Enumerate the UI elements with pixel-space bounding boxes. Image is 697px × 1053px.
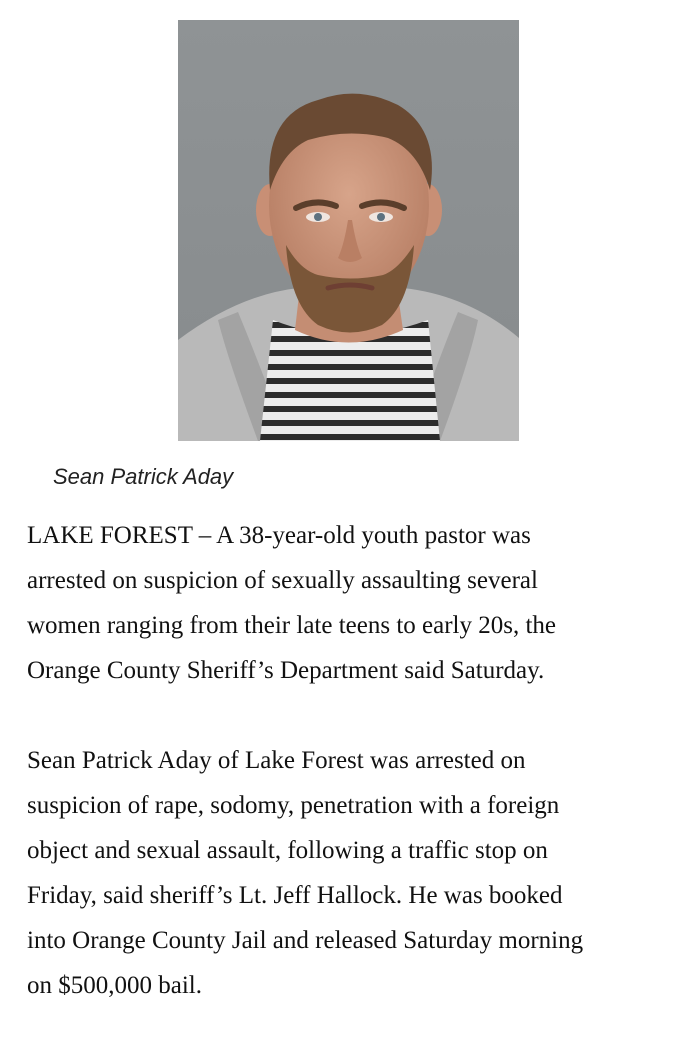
mugshot-illustration <box>178 20 519 441</box>
paragraph-line: into Orange County Jail and released Saturday morning <box>27 927 584 954</box>
mugshot-photo <box>178 20 519 441</box>
paragraph-line: arrested on suspicion of sexually assaulting several <box>27 567 538 594</box>
article-paragraph <box>27 513 677 693</box>
paragraph-line: object and sexual assault, following a traffic stop on <box>27 837 548 864</box>
article-body <box>27 513 677 1053</box>
paragraph-line: suspicion of rape, sodomy, penetration with a foreign <box>27 792 560 819</box>
photo-caption: Sean Patrick Aday <box>53 464 234 489</box>
paragraph-line: Orange County Sheriff’s Department said Saturday. <box>27 657 545 684</box>
paragraph-line: women ranging from their late teens to early 20s, the <box>27 612 557 639</box>
article-paragraph <box>27 738 677 1008</box>
paragraph-line: Friday, said sheriff’s Lt. Jeff Hallock. He was booked <box>27 882 563 909</box>
paragraph-line: Sean Patrick Aday of Lake Forest was arrested on <box>27 747 526 774</box>
paragraph-line: LAKE FOREST – A 38-year-old youth pastor was <box>27 522 531 549</box>
paragraph-line: on $500,000 bail. <box>27 972 202 999</box>
